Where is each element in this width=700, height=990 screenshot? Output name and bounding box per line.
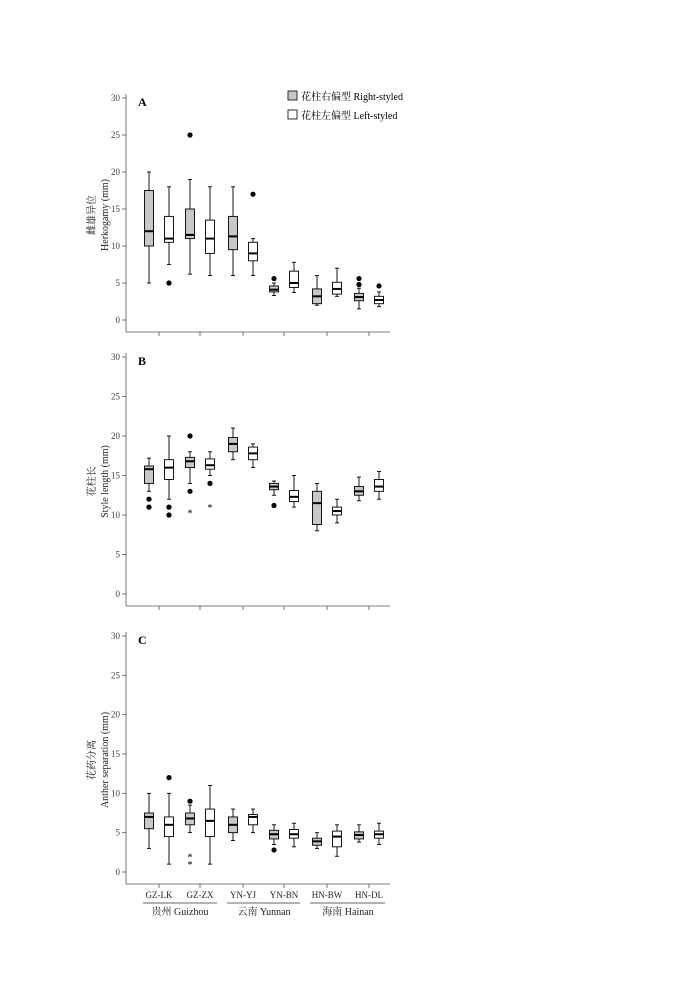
y-tick-label: 5	[115, 278, 120, 288]
panel-b-style-length	[85, 352, 390, 610]
y-tick-label: 5	[115, 827, 120, 838]
y-tick-label: 10	[111, 241, 120, 251]
y-tick-label: 10	[111, 788, 120, 799]
outlier-point	[146, 505, 151, 510]
region-label-hainan: 海南 Hainan	[322, 907, 374, 918]
box	[333, 831, 342, 847]
outlier-point	[207, 481, 212, 486]
category-label: HN-BW	[311, 890, 343, 900]
y-tick-label: 20	[111, 167, 120, 177]
y-tick-label: 5	[115, 549, 120, 560]
legend-label-right: 花柱右偏型 Right-styled	[301, 92, 403, 103]
box	[206, 459, 215, 469]
extreme-marker: *	[207, 503, 213, 515]
panel-a-herkogamy	[85, 93, 390, 336]
outlier-point	[187, 799, 192, 804]
outlier-point	[166, 775, 171, 780]
box	[206, 809, 215, 837]
box	[165, 460, 174, 480]
outlier-point	[166, 505, 171, 510]
category-label: GZ-LK	[145, 890, 173, 900]
y-tick-label: 0	[115, 589, 120, 599]
y-tick-label: 30	[111, 631, 120, 641]
box	[229, 216, 238, 249]
box	[165, 817, 174, 837]
outlier-point	[166, 280, 171, 285]
outlier-point	[356, 276, 361, 281]
box	[145, 191, 154, 247]
category-label: HN-DL	[355, 890, 383, 900]
category-label: GZ-ZX	[186, 890, 214, 900]
y-tick-label: 25	[111, 670, 120, 681]
y-tick-label: 15	[111, 470, 120, 481]
y-tick-label: 10	[111, 510, 120, 520]
region-label-guizhou: 贵州 Guizhou	[151, 907, 209, 918]
outlier-point	[356, 282, 361, 287]
outlier-point	[187, 489, 192, 494]
panel-letter: A	[138, 95, 147, 109]
y-axis-title-cn: 花药分离	[87, 740, 98, 780]
box	[145, 813, 154, 829]
y-axis-title-cn: 雌雄异位	[87, 195, 98, 235]
y-axis-title-cn: 花柱长	[87, 466, 98, 497]
outlier-point	[187, 433, 192, 438]
legend	[288, 90, 403, 122]
outlier-point	[187, 132, 192, 137]
legend-swatch-right	[288, 91, 297, 100]
outlier-point	[376, 283, 381, 288]
box	[186, 457, 195, 467]
panel-letter: B	[138, 354, 147, 368]
y-tick-label: 20	[111, 709, 120, 720]
extreme-marker: *	[187, 860, 193, 872]
category-label: YN-BN	[269, 890, 299, 900]
y-tick-label: 0	[115, 315, 120, 325]
extreme-marker: *	[187, 508, 193, 520]
outlier-point	[166, 512, 171, 517]
y-tick-label: 20	[111, 431, 120, 441]
y-tick-label: 15	[111, 204, 120, 214]
y-tick-label: 25	[111, 391, 120, 402]
extreme-marker: *	[187, 852, 193, 864]
y-tick-label: 25	[111, 130, 120, 140]
y-tick-label: 30	[111, 352, 120, 362]
y-tick-label: 0	[115, 867, 120, 877]
outlier-point	[271, 503, 276, 508]
box	[206, 220, 215, 253]
legend-swatch-left	[288, 110, 297, 119]
box	[249, 242, 258, 260]
box	[290, 271, 299, 287]
panel-c-anther-separation	[85, 631, 390, 888]
category-label: YN-YJ	[230, 890, 256, 900]
box	[313, 491, 322, 524]
panel-letter: C	[138, 633, 147, 647]
outlier-point	[271, 847, 276, 852]
y-tick-label: 15	[111, 749, 120, 759]
region-label-yunnan: 云南 Yunnan	[237, 907, 291, 918]
outlier-point	[250, 192, 255, 197]
box	[375, 479, 384, 491]
legend-label-left: 花柱左偏型 Left-styled	[301, 111, 398, 122]
y-axis-title-en: Anther separation (mm)	[100, 711, 111, 809]
y-axis-title-en: Style length (mm)	[100, 445, 111, 518]
outlier-point	[146, 497, 151, 502]
y-tick-label: 30	[111, 93, 120, 103]
y-axis-title-en: Herkogamy (mm)	[100, 179, 111, 251]
outlier-point	[271, 276, 276, 281]
x-axis-labels	[143, 890, 385, 918]
